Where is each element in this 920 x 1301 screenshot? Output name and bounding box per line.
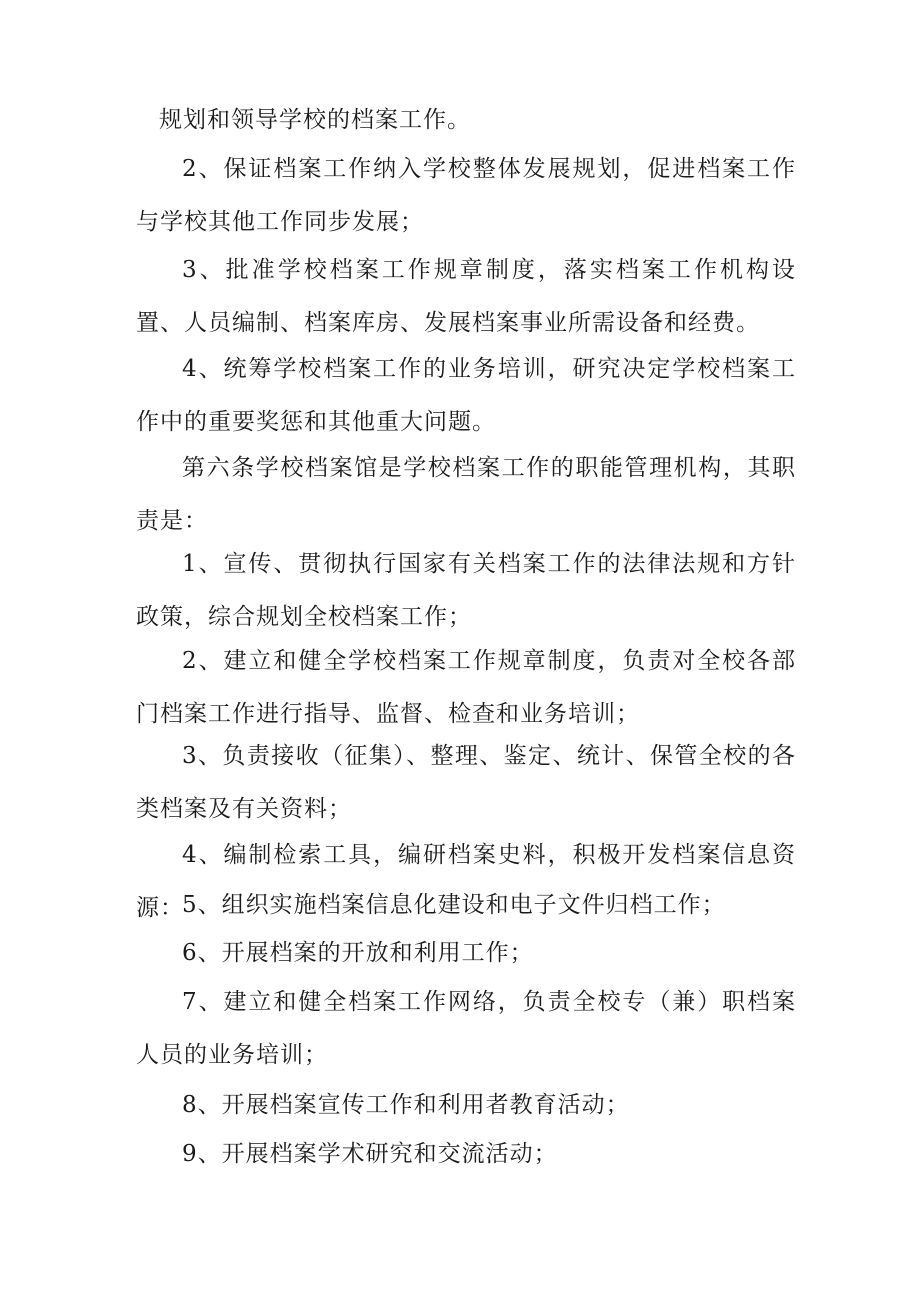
paragraph-duty-1: 1、宣传、贯彻执行国家有关档案工作的法律法规和方针政策，综合规划全校档案工作；	[136, 551, 796, 630]
paragraph-duty-6: 6、开展档案的开放和利用工作；	[182, 940, 534, 966]
paragraph-duty-2: 2、建立和健全学校档案工作规章制度，负责对全校各部门档案工作进行指导、监督、检查和业务培训；	[136, 648, 796, 727]
paragraph-item-3-approve: 3、批准学校档案工作规章制度，落实档案工作机构设置、人员编制、档案库房、发展档案事业所需设备和经费。	[136, 257, 796, 336]
paragraph-duty-5: 5、组织实施档案信息化建设和电子文件归档工作；	[182, 892, 726, 918]
paragraph-duty-4: 4、编制检索工具，编研档案史料，积极开发档案信息资源：	[136, 842, 796, 921]
paragraph-duty-8: 8、开展档案宣传工作和利用者教育活动；	[182, 1092, 630, 1118]
paragraph-item-4-training: 4、统筹学校档案工作的业务培训，研究决定学校档案工作中的重要奖惩和其他重大问题。	[136, 356, 796, 435]
paragraph-continuation: 规划和领导学校的档案工作。	[159, 107, 471, 133]
paragraph-duty-7: 7、建立和健全档案工作网络，负责全校专（兼）职档案人员的业务培训；	[136, 989, 796, 1068]
paragraph-duty-9: 9、开展档案学术研究和交流活动；	[182, 1141, 558, 1167]
paragraph-item-2-plan: 2、保证档案工作纳入学校整体发展规划，促进档案工作与学校其他工作同步发展；	[136, 156, 796, 235]
paragraph-article-6: 第六条学校档案馆是学校档案工作的职能管理机构，其职责是：	[136, 455, 796, 534]
paragraph-duty-3: 3、负责接收（征集）、整理、鉴定、统计、保管全校的各类档案及有关资料；	[136, 743, 796, 822]
